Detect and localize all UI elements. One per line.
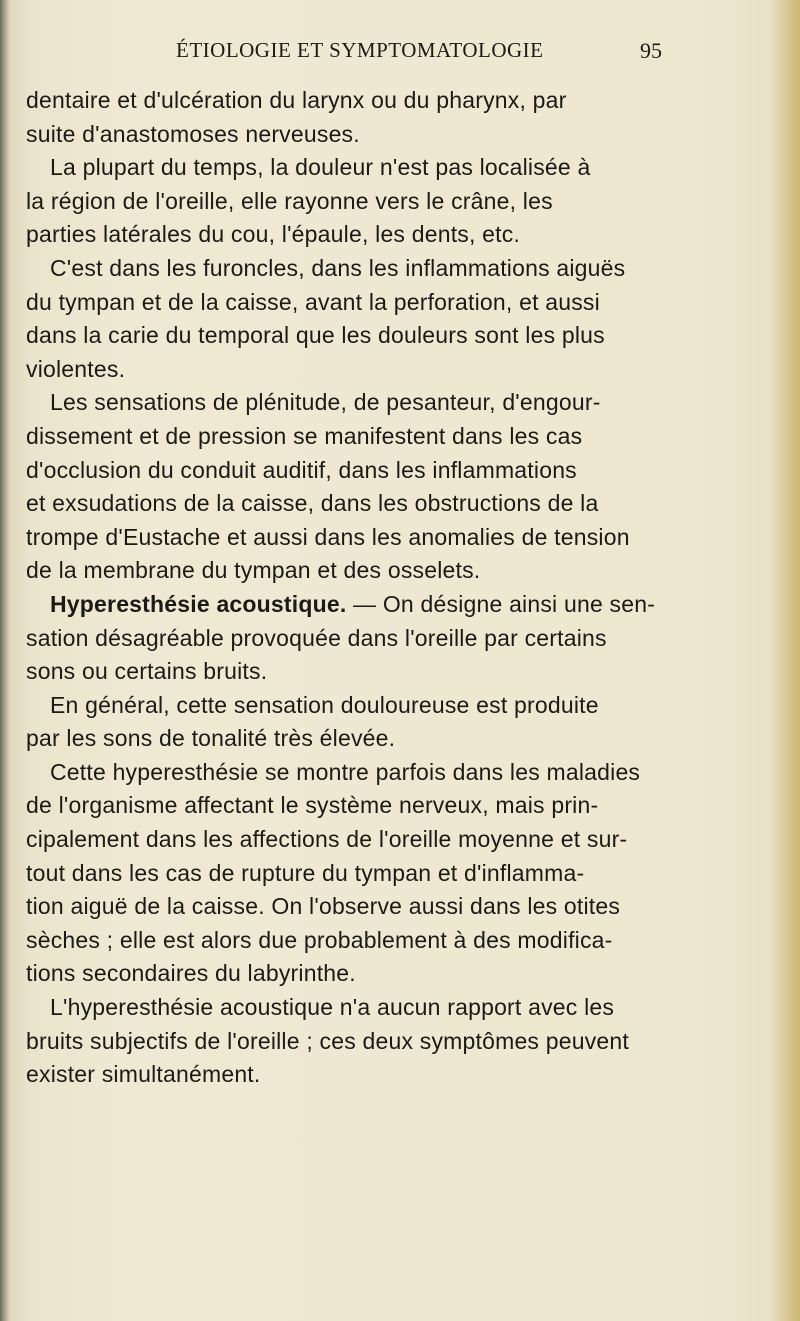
section-heading: Hyperesthésie acoustique. [50, 590, 347, 617]
text-line: sons ou certains bruits. [26, 658, 268, 685]
text-line: par les sons de tonalité très élevée. [26, 725, 396, 752]
text-line: parties latérales du cou, l'épaule, les dents, etc. [26, 221, 521, 248]
text-line: de l'organisme affectant le système nerveux, mais prin- [26, 792, 599, 819]
text-line: et exsudations de la caisse, dans les obstructions de la [26, 490, 599, 517]
paragraph-start: La plupart du temps, la douleur n'est pas localisée à [50, 154, 591, 181]
paragraph-start: L'hyperesthésie acoustique n'a aucun rapport avec les [50, 994, 615, 1021]
page-header [0, 38, 800, 78]
section-heading-continuation: — On désigne ainsi une sen- [353, 590, 656, 617]
text-line: suite d'anastomoses nerveuses. [26, 120, 360, 147]
paragraph-start: Les sensations de plénitude, de pesanteur, d'engour- [50, 389, 601, 416]
paragraph-start: C'est dans les furoncles, dans les inflammations aiguës [50, 254, 626, 281]
text-line: bruits subjectifs de l'oreille ; ces deux symptômes peuvent [26, 1027, 629, 1054]
text-line: dans la carie du temporal que les douleurs sont les plus [26, 322, 605, 349]
text-line: la région de l'oreille, elle rayonne vers le crâne, les [26, 187, 553, 214]
text-line: sation désagréable provoquée dans l'oreille par certains [26, 624, 607, 651]
text-line: violentes. [26, 355, 126, 382]
page-binding-shadow [0, 0, 10, 1321]
text-line: du tympan et de la caisse, avant la perforation, et aussi [26, 288, 600, 315]
running-title: ÉTIOLOGIE ET SYMPTOMATOLOGIE [176, 38, 544, 62]
text-line: tions secondaires du labyrinthe. [26, 960, 356, 987]
text-line: tion aiguë de la caisse. On l'observe aussi dans les otites [26, 893, 621, 920]
page-number: 95 [640, 38, 662, 63]
paragraph-start: En général, cette sensation douloureuse est produite [50, 691, 599, 718]
text-line: trompe d'Eustache et aussi dans les anomalies de tension [26, 523, 630, 550]
paragraph-start: Cette hyperesthésie se montre parfois dans les maladies [50, 758, 641, 785]
text-line: cipalement dans les affections de l'oreille moyenne et sur- [26, 826, 628, 853]
text-line: sèches ; elle est alors due probablement à des modifica- [26, 926, 613, 953]
text-line: dissement et de pression se manifestent dans les cas [26, 422, 583, 449]
text-line: d'occlusion du conduit auditif, dans les inflammations [26, 456, 577, 483]
body-text [26, 84, 786, 1092]
text-line: exister simultanément. [26, 1061, 261, 1088]
section-line [26, 588, 786, 622]
text-line: dentaire et d'ulcération du larynx ou du pharynx, par [26, 87, 567, 113]
text-line: tout dans les cas de rupture du tympan et d'inflamma- [26, 859, 585, 886]
text-line: de la membrane du tympan et des osselets. [26, 557, 481, 584]
